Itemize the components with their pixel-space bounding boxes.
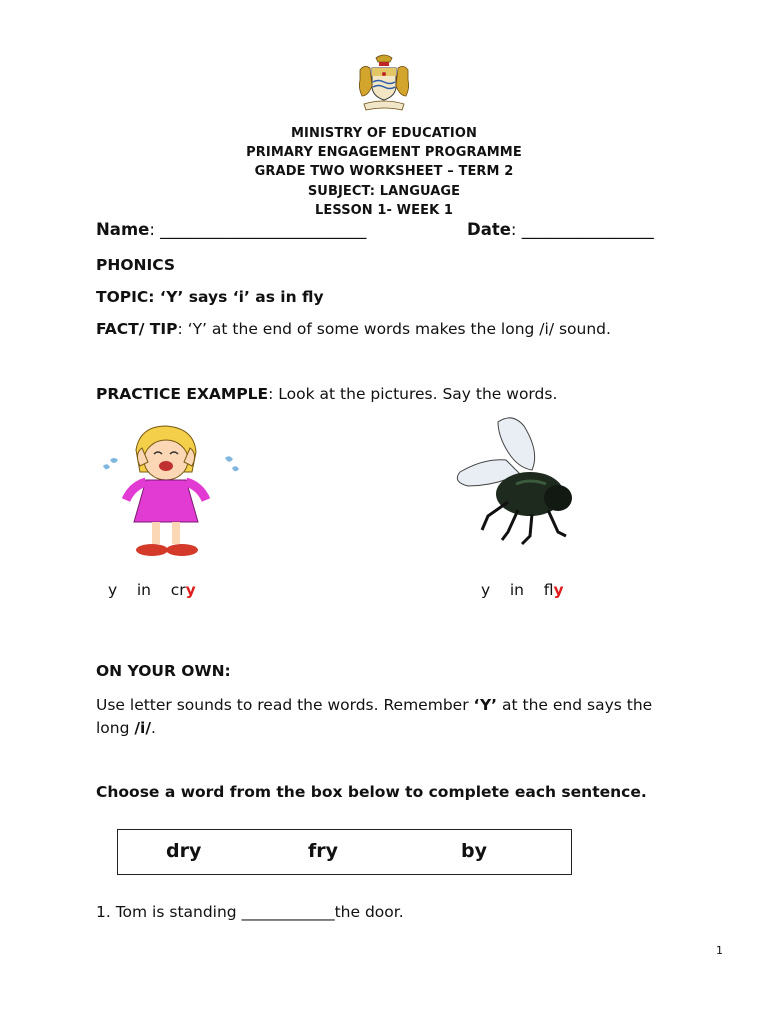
sentence-1[interactable]: 1. Tom is standing ____________the door.: [96, 903, 404, 921]
example-fly-letter: y: [553, 581, 564, 599]
own-line-2-a: long: [96, 719, 135, 737]
name-field[interactable]: [96, 220, 366, 239]
fact-text: : ‘Y’ at the end of some words makes the long /i/ sound.: [177, 320, 611, 338]
own-line-2-c: .: [151, 719, 156, 737]
example-fly-text: y in fl: [481, 581, 554, 599]
fly-icon: [448, 412, 586, 552]
word-by: by: [461, 840, 487, 862]
lesson-title: LESSON 1- WEEK 1: [314, 202, 454, 218]
date-label: Date: [467, 220, 511, 239]
name-blank[interactable]: : _________________________: [149, 220, 367, 239]
practice-label: PRACTICE EXAMPLE: [96, 385, 269, 403]
programme-title: PRIMARY ENGAGEMENT PROGRAMME: [246, 145, 522, 161]
example-cry: [108, 581, 196, 599]
own-line-2-b: /i/: [134, 719, 152, 737]
topic-line: TOPIC: ‘Y’ says ‘i’ as in fly: [96, 288, 324, 306]
coat-of-arms-icon: [354, 52, 414, 114]
example-cry-letter: y: [185, 581, 196, 599]
word-dry: dry: [166, 840, 202, 862]
date-field[interactable]: [467, 220, 654, 239]
fact-line: [96, 320, 611, 338]
ministry-title: MINISTRY OF EDUCATION: [291, 126, 477, 141]
word-fry: fry: [308, 840, 339, 862]
date-blank[interactable]: : ________________: [510, 220, 654, 239]
crying-girl-icon: [100, 422, 245, 562]
own-line-1: [96, 696, 652, 714]
own-line-1-c: at the end says the: [497, 696, 653, 714]
own-line-2: [96, 719, 156, 737]
on-your-own-heading: ON YOUR OWN:: [96, 662, 231, 680]
fact-label: FACT/ TIP: [96, 320, 178, 338]
practice-text: : Look at the pictures. Say the words.: [268, 385, 558, 403]
name-label: Name: [96, 220, 150, 239]
worksheet-title: GRADE TWO WORKSHEET – TERM 2: [254, 164, 514, 180]
own-line-1-a: Use letter sounds to read the words. Remember: [96, 696, 474, 714]
practice-line: [96, 385, 557, 403]
own-line-1-b: ‘Y’: [473, 696, 498, 714]
header-block: [0, 124, 768, 220]
example-fly: [481, 581, 564, 599]
section-heading: PHONICS: [96, 256, 176, 274]
example-cry-text: y in cr: [108, 581, 186, 599]
instruction-line: Choose a word from the box below to complete each sentence.: [96, 783, 647, 801]
word-box: [117, 829, 572, 875]
subject-title: SUBJECT: LANGUAGE: [307, 183, 461, 199]
page-number: 1: [716, 944, 723, 957]
